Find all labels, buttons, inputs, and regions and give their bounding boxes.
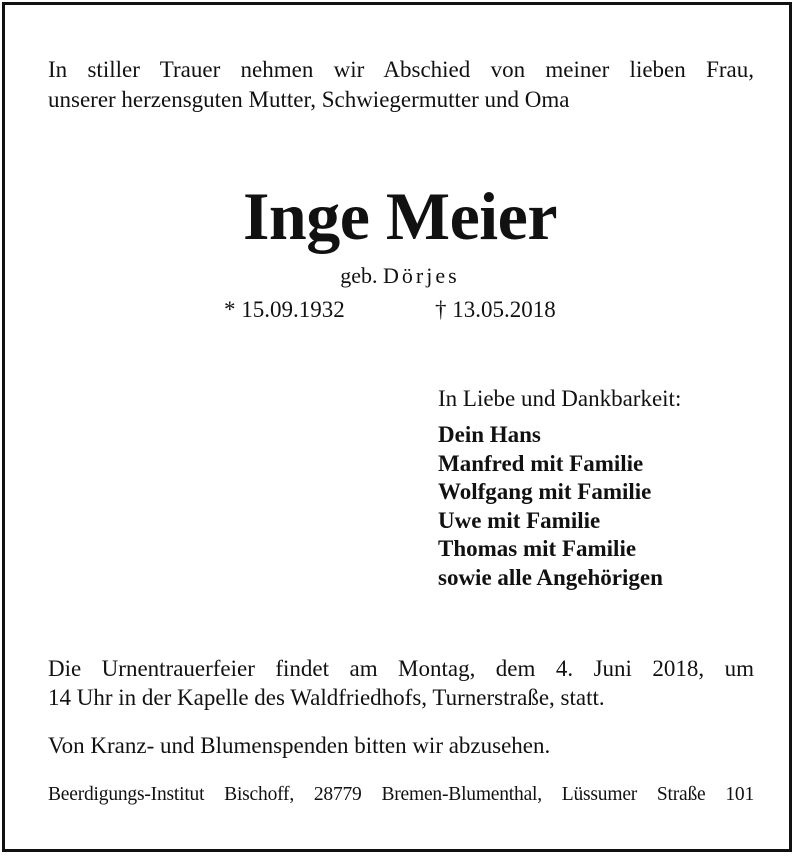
birth-date: * 15.09.1932 (224, 297, 345, 322)
maiden-prefix: geb. (340, 263, 378, 288)
service-line-1: Die Urnentrauerfeier findet am Montag, dem 4. Juni 2018, um (48, 656, 754, 681)
mourner-item: Wolfgang mit Familie (438, 479, 652, 504)
mourner-item: Manfred mit Familie (438, 450, 644, 476)
mourner-item: sowie alle Angehörigen (438, 564, 663, 590)
intro-line-2: unserer herzensguten Mutter, Schwiegermutter und Oma (48, 87, 570, 112)
notice-border (2, 2, 792, 852)
funeral-service-text (48, 654, 754, 712)
mourner-item: Thomas mit Familie (438, 536, 637, 561)
undertaker-info: Beerdigungs-Institut Bischoff, 28779 Bremen-Blumenthal, Lüssumer Straße 101 (48, 784, 754, 805)
service-line-2: 14 Uhr in der Kapelle des Waldfriedhofs, Turnerstraße, statt. (48, 685, 605, 710)
mourner-item: Dein Hans (438, 422, 541, 447)
thanks-heading: In Liebe und Dankbarkeit: (438, 386, 682, 411)
maiden-name (0, 262, 800, 290)
mourners-list (438, 421, 663, 592)
intro-text (48, 55, 754, 115)
deceased-name: Inge Meier (242, 178, 558, 254)
mourner-item: Uwe mit Familie (438, 507, 601, 533)
flowers-note: Von Kranz- und Blumenspenden bitten wir abzusehen. (48, 733, 551, 758)
intro-line-1: In stiller Trauer nehmen wir Abschied von meiner lieben Frau, (48, 57, 754, 82)
death-date: † 13.05.2018 (435, 297, 556, 322)
maiden-surname: Dörjes (383, 263, 460, 288)
